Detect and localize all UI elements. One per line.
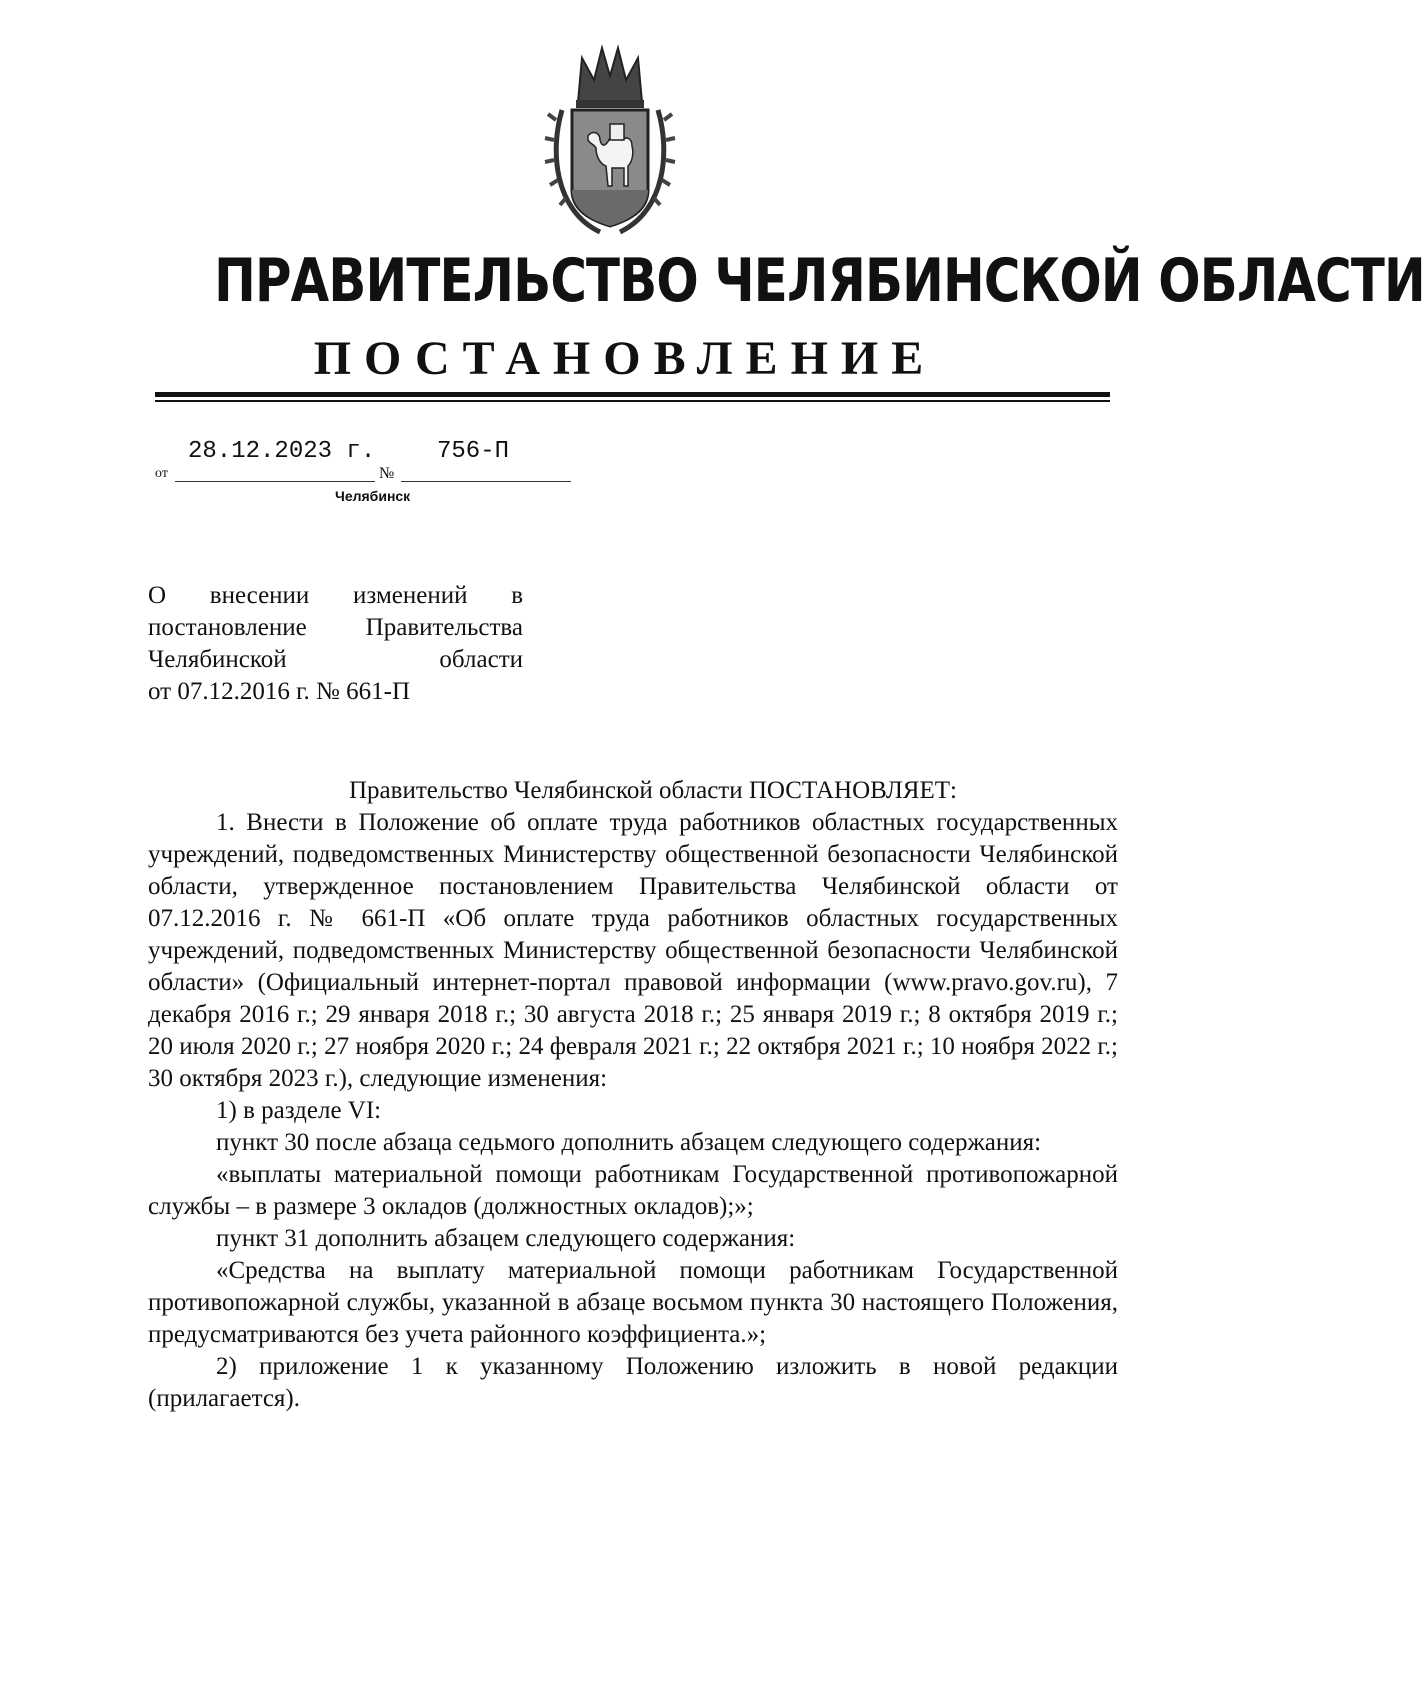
paragraph: 1. Внести в Положение об оплате труда работников областных государственных учреждений, подведомственных Министерству общественной безопасности Челябинской области, утвержденное постановлением Правительства Челябинской области от 07.12.2016 г. № 661-П «Об оплате труда работников областных государственных учреждений, подведомственных Министерству общественной безопасности Челябинской области» (Официальный интернет-портал правовой информации (www.pravo.gov.ru), 7 декабря 2016 г.; 29 января 2018 г.; 30 августа 2018 г.; 25 января 2019 г.; 8 октября 2019 г.; 20 июля 2020 г.; 27 ноября 2020 г.; 24 февраля 2021 г.; 22 октября 2021 г.; 10 ноября 2022 г.; 30 октября 2023 г.), следующие изменения: (148, 809, 1118, 1092)
number-label: № (379, 465, 395, 482)
subject-line: от 07.12.2016 г. № 661-П (148, 678, 411, 705)
subject-line: Челябинской области (148, 646, 523, 673)
subject-line: О внесении изменений в (148, 582, 523, 609)
document-subject (148, 580, 523, 708)
header-divider-thin (155, 400, 1110, 402)
city-label: Челябинск (335, 488, 411, 504)
paragraph: «Средства на выплату материальной помощи работникам Государственной противопожарной службы, указанной в абзаце восьмом пункта 30 настоящего Положения, предусматриваются без учета районного коэффициента.»; (148, 1257, 1118, 1348)
document-body (148, 775, 1118, 1415)
paragraph: 1) в разделе VI: (216, 1097, 382, 1124)
paragraph: «выплаты материальной помощи работникам Государственной противопожарной службы – в размере 3 окладов (должностных окладов);»; (148, 1161, 1118, 1220)
paragraph: пункт 31 дополнить абзацем следующего содержания: (216, 1225, 796, 1252)
number-underline (401, 481, 571, 482)
date-underline (175, 481, 375, 482)
paragraph: пункт 30 после абзаца седьмого дополнить абзацем следующего содержания: (216, 1129, 1042, 1156)
document-date: 28.12.2023 г. (188, 438, 376, 465)
document-number: 756-П (437, 438, 510, 465)
resolution-intro: Правительство Челябинской области ПОСТАНОВЛЯЕТ: (349, 777, 957, 804)
organization-title: ПРАВИТЕЛЬСТВО ЧЕЛЯБИНСКОЙ ОБЛАСТИ (214, 246, 1425, 316)
subject-line: постановление Правительства (148, 614, 523, 641)
date-label: от (155, 466, 168, 481)
chelyabinsk-coat-of-arms-icon (540, 40, 680, 240)
document-meta (155, 438, 595, 508)
header-divider (155, 392, 1110, 397)
document-type: ПОСТАНОВЛЕНИЕ (313, 332, 937, 385)
paragraph: 2) приложение 1 к указанному Положению изложить в новой редакции (прилагается). (148, 1353, 1118, 1412)
